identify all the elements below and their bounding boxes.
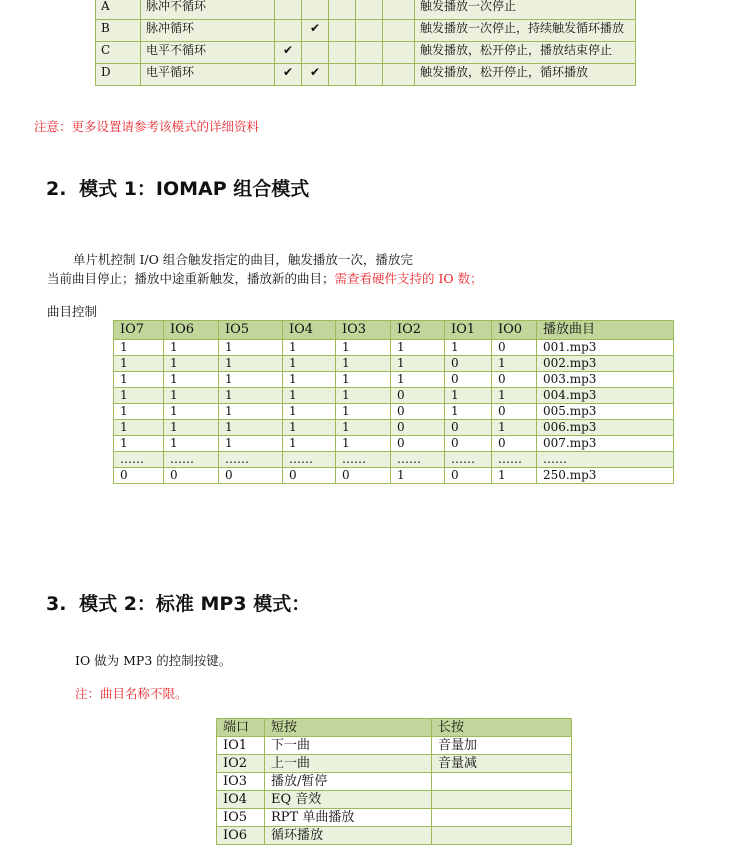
- io-cell: 1: [219, 356, 283, 372]
- key-cell: 上一曲: [265, 755, 432, 773]
- io-cell: 1: [445, 340, 492, 356]
- mode-table: [95, 0, 636, 86]
- mode-description: 脉冲循环: [141, 20, 275, 42]
- table-row: [217, 755, 572, 773]
- key-cell: IO3: [217, 773, 265, 791]
- io-header-cell: IO0: [492, 321, 537, 340]
- io-cell: 002.mp3: [537, 356, 674, 372]
- mode-row: [96, 20, 636, 42]
- io-cell: 1: [219, 388, 283, 404]
- io-cell: ……: [445, 452, 492, 468]
- io-cell: ……: [283, 452, 336, 468]
- table-row: [217, 809, 572, 827]
- mode-action: 触发播放一次停止: [415, 0, 636, 20]
- section2-number: 2.: [46, 178, 67, 200]
- section2-para-line2: [47, 269, 483, 287]
- io-cell: 1: [445, 404, 492, 420]
- table-row: [114, 436, 674, 452]
- io-header-cell: IO3: [336, 321, 391, 340]
- io-cell: 1: [114, 420, 164, 436]
- table-row: [114, 468, 674, 484]
- mode-option-check: [329, 20, 356, 42]
- key-table-header: [217, 719, 572, 737]
- io-cell: 1: [114, 404, 164, 420]
- io-header-cell: IO7: [114, 321, 164, 340]
- io-cell: 1: [164, 436, 219, 452]
- io-header-cell: IO5: [219, 321, 283, 340]
- io-cell: 1: [219, 372, 283, 388]
- key-cell: IO2: [217, 755, 265, 773]
- io-header-cell: IO6: [164, 321, 219, 340]
- io-cell: 0: [445, 436, 492, 452]
- io-cell: 1: [283, 388, 336, 404]
- io-cell: 1: [114, 372, 164, 388]
- mode-description: 脉冲不循环: [141, 0, 275, 20]
- io-cell: 0: [391, 404, 445, 420]
- io-cell: 0: [445, 356, 492, 372]
- io-header-cell: IO2: [391, 321, 445, 340]
- io-cell: 0: [114, 468, 164, 484]
- key-cell: 音量加: [432, 737, 572, 755]
- mode-option-check: [302, 0, 329, 20]
- io-cell: 1: [391, 356, 445, 372]
- io-cell: 0: [219, 468, 283, 484]
- mode-spacer-cell: [383, 20, 415, 42]
- key-cell: IO4: [217, 791, 265, 809]
- mode-description: 电平不循环: [141, 42, 275, 64]
- io-cell: ……: [164, 452, 219, 468]
- mode-row: [96, 42, 636, 64]
- key-cell: 播放/暂停: [265, 773, 432, 791]
- io-table-header: [114, 321, 674, 340]
- io-cell: 1: [283, 372, 336, 388]
- io-cell: ……: [537, 452, 674, 468]
- io-cell: 0: [492, 436, 537, 452]
- io-cell: 1: [336, 356, 391, 372]
- section2-para-line2-note: 需查看硬件支持的 IO 数；: [334, 271, 483, 286]
- table-row: [217, 791, 572, 809]
- key-function-table: [216, 718, 572, 845]
- io-cell: 007.mp3: [537, 436, 674, 452]
- io-cell: 1: [283, 420, 336, 436]
- mode-action: 触发播放，松开停止，循环播放: [415, 64, 636, 86]
- section3-number: 3.: [46, 593, 67, 615]
- mode-option-check: ✔: [302, 20, 329, 42]
- io-cell: 1: [492, 468, 537, 484]
- mode-description: 电平循环: [141, 64, 275, 86]
- io-cell: 250.mp3: [537, 468, 674, 484]
- io-cell: 0: [283, 468, 336, 484]
- mode-letter: B: [96, 20, 141, 42]
- io-cell: 1: [164, 356, 219, 372]
- io-cell: 0: [336, 468, 391, 484]
- io-cell: 1: [114, 436, 164, 452]
- io-cell: 1: [164, 372, 219, 388]
- key-cell: RPT 单曲播放: [265, 809, 432, 827]
- io-cell: 1: [283, 340, 336, 356]
- io-cell: 1: [336, 404, 391, 420]
- io-cell: 1: [492, 356, 537, 372]
- io-cell: 1: [492, 388, 537, 404]
- key-cell: [432, 773, 572, 791]
- table-row: [114, 452, 674, 468]
- io-cell: 1: [164, 420, 219, 436]
- mode-action: 触发播放一次停止，持续触发循环播放: [415, 20, 636, 42]
- key-cell: IO6: [217, 827, 265, 845]
- key-cell: 音量减: [432, 755, 572, 773]
- io-cell: 1: [219, 436, 283, 452]
- io-cell: 1: [219, 420, 283, 436]
- table-row: [217, 737, 572, 755]
- io-cell: 004.mp3: [537, 388, 674, 404]
- io-cell: 1: [219, 340, 283, 356]
- mode-option-check: [329, 42, 356, 64]
- mode-option-check: [356, 0, 383, 20]
- key-header-cell: 端口: [217, 719, 265, 737]
- mode-option-check: [329, 64, 356, 86]
- mode-letter: D: [96, 64, 141, 86]
- mode-row: [96, 64, 636, 86]
- mode-action: 触发播放，松开停止，播放结束停止: [415, 42, 636, 64]
- key-header-cell: 短按: [265, 719, 432, 737]
- io-cell: ……: [114, 452, 164, 468]
- io-cell: 006.mp3: [537, 420, 674, 436]
- io-cell: 0: [445, 420, 492, 436]
- io-cell: ……: [492, 452, 537, 468]
- mode-option-check: [302, 42, 329, 64]
- mode-option-check: [275, 0, 302, 20]
- mode-option-check: ✔: [275, 64, 302, 86]
- section2-heading: [46, 174, 309, 201]
- io-cell: ……: [219, 452, 283, 468]
- section2-title: 模式 1：IOMAP 组合模式: [79, 178, 310, 200]
- io-cell: 0: [391, 420, 445, 436]
- io-cell: 005.mp3: [537, 404, 674, 420]
- key-cell: IO5: [217, 809, 265, 827]
- table-row: [114, 404, 674, 420]
- table-row: [217, 827, 572, 845]
- io-cell: 1: [391, 468, 445, 484]
- mode-spacer-cell: [383, 64, 415, 86]
- io-cell: 0: [445, 372, 492, 388]
- io-cell: 0: [492, 404, 537, 420]
- key-cell: EQ 音效: [265, 791, 432, 809]
- io-cell: 1: [283, 404, 336, 420]
- section3-note: 注：曲目名称不限。: [75, 686, 188, 701]
- io-cell: 1: [164, 404, 219, 420]
- io-cell: 003.mp3: [537, 372, 674, 388]
- io-header-cell: 播放曲目: [537, 321, 674, 340]
- note-more-settings: 注意：更多设置请参考该模式的详细资料: [34, 119, 260, 134]
- mode-row: [96, 0, 636, 20]
- io-cell: 1: [336, 436, 391, 452]
- mode-spacer-cell: [383, 42, 415, 64]
- io-cell: 1: [391, 372, 445, 388]
- io-track-table: [113, 320, 674, 484]
- io-cell: 0: [391, 388, 445, 404]
- key-header-cell: 长按: [432, 719, 572, 737]
- io-cell: 1: [492, 420, 537, 436]
- section3-para: IO 做为 MP3 的控制按键。: [75, 653, 232, 668]
- io-cell: ……: [336, 452, 391, 468]
- io-cell: 1: [391, 340, 445, 356]
- mode-letter: A: [96, 0, 141, 20]
- io-cell: 1: [114, 356, 164, 372]
- io-cell: 1: [114, 340, 164, 356]
- table-row: [114, 420, 674, 436]
- io-cell: 1: [336, 388, 391, 404]
- io-cell: 1: [336, 340, 391, 356]
- io-cell: 1: [283, 436, 336, 452]
- io-cell: 1: [219, 404, 283, 420]
- mode-option-check: [329, 0, 356, 20]
- io-cell: 1: [114, 388, 164, 404]
- io-cell: 0: [492, 372, 537, 388]
- table-row: [114, 340, 674, 356]
- io-cell: 1: [283, 356, 336, 372]
- io-header-cell: IO1: [445, 321, 492, 340]
- mode-option-check: ✔: [302, 64, 329, 86]
- io-header-cell: IO4: [283, 321, 336, 340]
- table-row: [114, 372, 674, 388]
- io-cell: 1: [445, 388, 492, 404]
- io-cell: 1: [164, 340, 219, 356]
- table-row: [114, 388, 674, 404]
- mode-option-check: [275, 20, 302, 42]
- section2-para-line1: 单片机控制 I/O 组合触发指定的曲目，触发播放一次，播放完: [73, 252, 413, 267]
- io-cell: ……: [391, 452, 445, 468]
- section3-title: 模式 2：标准 MP3 模式：: [79, 593, 311, 615]
- io-cell: 1: [336, 372, 391, 388]
- io-cell: 0: [492, 340, 537, 356]
- key-cell: IO1: [217, 737, 265, 755]
- key-cell: 循环播放: [265, 827, 432, 845]
- io-cell: 0: [391, 436, 445, 452]
- key-cell: [432, 791, 572, 809]
- mode-option-check: [356, 20, 383, 42]
- io-cell: 001.mp3: [537, 340, 674, 356]
- key-cell: 下一曲: [265, 737, 432, 755]
- io-table-label: 曲目控制: [47, 304, 98, 319]
- mode-option-check: ✔: [275, 42, 302, 64]
- section2-para-line2-text: 当前曲目停止；播放中途重新触发，播放新的曲目；: [47, 271, 335, 286]
- mode-spacer-cell: [383, 0, 415, 20]
- io-cell: 0: [164, 468, 219, 484]
- mode-letter: C: [96, 42, 141, 64]
- io-cell: 1: [336, 420, 391, 436]
- table-row: [114, 356, 674, 372]
- table-row: [217, 773, 572, 791]
- mode-option-check: [356, 64, 383, 86]
- io-cell: 1: [164, 388, 219, 404]
- io-cell: 0: [445, 468, 492, 484]
- key-cell: [432, 809, 572, 827]
- section3-heading: [46, 589, 310, 616]
- mode-option-check: [356, 42, 383, 64]
- key-cell: [432, 827, 572, 845]
